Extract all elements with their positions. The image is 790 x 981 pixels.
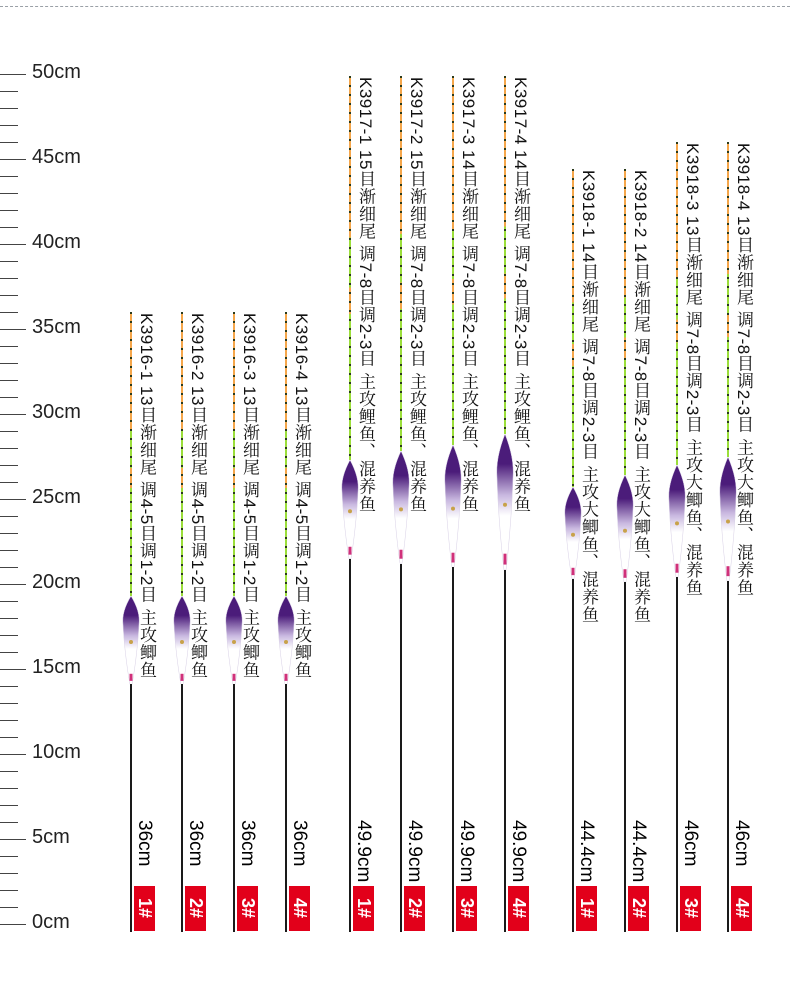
float-stem	[349, 559, 351, 933]
float-tip	[285, 312, 287, 596]
float-spec: 13目渐细尾 调4-5目调1-2目 主攻鲫鱼	[240, 386, 259, 679]
float-length: 49.9cm	[353, 820, 374, 883]
float-stem	[181, 684, 183, 932]
float-stem	[504, 570, 506, 932]
float-length: 44.4cm	[576, 820, 597, 883]
float-stem	[727, 581, 729, 932]
ruler-label: 35cm	[32, 316, 81, 338]
float-length: 49.9cm	[508, 820, 529, 883]
float-spec: 14目渐细尾 调7-8目调2-3目 主攻大鲫鱼、混养鱼	[631, 243, 650, 624]
float-code: K3918-3	[683, 143, 702, 211]
ruler-label: 50cm	[32, 61, 81, 83]
float-size-badge: 2#	[628, 886, 649, 931]
float-code: K3918-4	[734, 143, 753, 211]
float-code: K3918-1	[579, 170, 598, 238]
float-length: 46cm	[680, 820, 701, 867]
float-size-badge: 3#	[237, 886, 258, 931]
float-spec-label	[406, 77, 426, 513]
float-spec-label	[136, 313, 156, 679]
float-code: K3916-2	[188, 313, 207, 381]
float-spec-label	[187, 313, 207, 679]
float-code: K3917-4	[511, 76, 530, 145]
ruler-label: 30cm	[32, 401, 81, 423]
float-length: 36cm	[134, 820, 155, 867]
float-stem	[400, 564, 402, 932]
float-tip	[624, 169, 626, 475]
float-tip	[452, 76, 454, 445]
float-spec: 15目渐细尾 调7-8目调2-3目 主攻鲤鱼、混养鱼	[356, 149, 375, 513]
float-size-badge: 4#	[289, 886, 310, 931]
float-tip	[572, 169, 574, 487]
float-spec: 13目渐细尾 调7-8目调2-3目 主攻大鲫鱼、混养鱼	[683, 216, 702, 597]
float-spec-label	[458, 77, 478, 513]
float-code: K3918-2	[631, 170, 650, 238]
float-length: 36cm	[237, 820, 258, 867]
float-stem	[452, 567, 454, 932]
ruler-label: 25cm	[32, 486, 81, 508]
float-length: 36cm	[289, 820, 310, 867]
float-spec: 13目渐细尾 调4-5目调1-2目 主攻鲫鱼	[137, 386, 156, 679]
float-tip	[676, 142, 678, 465]
float-tip	[181, 312, 183, 596]
float-spec: 13目渐细尾 调4-5目调1-2目 主攻鲫鱼	[188, 386, 207, 679]
float-stem	[572, 579, 574, 932]
float-spec-label	[239, 313, 259, 679]
float-spec: 14目渐细尾 调7-8目调2-3目 主攻大鲫鱼、混养鱼	[579, 243, 598, 624]
ruler-label: 10cm	[32, 741, 81, 763]
float-code: K3916-4	[292, 313, 311, 381]
float-size-badge: 1#	[134, 886, 155, 931]
float-spec-label	[291, 313, 311, 679]
float-tip	[400, 76, 402, 452]
float-size-badge: 4#	[508, 886, 529, 931]
float-length: 49.9cm	[456, 820, 477, 883]
float-length: 44.4cm	[628, 820, 649, 883]
float-spec: 14目渐细尾 调7-8目调2-3目 主攻鲤鱼、混养鱼	[459, 149, 478, 513]
float-size-badge: 3#	[680, 886, 701, 931]
float-spec: 15目渐细尾 调7-8目调2-3目 主攻鲤鱼、混养鱼	[407, 149, 426, 513]
float-size-badge: 1#	[576, 886, 597, 931]
float-tip	[504, 76, 506, 435]
float-stem	[233, 684, 235, 932]
float-stem	[676, 577, 678, 932]
float-size-badge: 2#	[404, 886, 425, 931]
ruler-label: 20cm	[32, 571, 81, 593]
float-tip	[130, 312, 132, 596]
float-spec: 13目渐细尾 调7-8目调2-3目 主攻大鲫鱼、混养鱼	[734, 216, 753, 597]
float-size-badge: 3#	[456, 886, 477, 931]
float-length: 46cm	[731, 820, 752, 867]
float-spec: 14目渐细尾 调7-8目调2-3目 主攻鲤鱼、混养鱼	[511, 149, 530, 513]
float-length: 49.9cm	[404, 820, 425, 883]
ruler-label: 40cm	[32, 231, 81, 253]
float-spec-label	[630, 170, 650, 623]
float-spec-label	[355, 77, 375, 513]
float-code: K3916-1	[137, 313, 156, 381]
float-size-badge: 1#	[353, 886, 374, 931]
float-stem	[624, 582, 626, 932]
float-spec-label	[510, 77, 530, 513]
ruler-label: 15cm	[32, 656, 81, 678]
float-spec-label	[578, 170, 598, 623]
ruler-label: 0cm	[32, 911, 70, 933]
float-tip	[349, 76, 351, 460]
float-tip	[233, 312, 235, 596]
float-spec: 13目渐细尾 调4-5目调1-2目 主攻鲫鱼	[292, 386, 311, 679]
float-code: K3916-3	[240, 313, 259, 381]
float-stem	[285, 684, 287, 932]
float-code: K3917-2	[407, 76, 426, 145]
float-code: K3917-1	[356, 76, 375, 145]
float-tip	[727, 142, 729, 457]
float-length: 36cm	[185, 820, 206, 867]
float-stem	[130, 684, 132, 932]
float-spec-label	[733, 143, 753, 596]
float-spec-label	[682, 143, 702, 596]
ruler-label: 5cm	[32, 826, 70, 848]
float-size-badge: 4#	[731, 886, 752, 931]
float-code: K3917-3	[459, 76, 478, 145]
float-size-badge: 2#	[185, 886, 206, 931]
ruler-label: 45cm	[32, 146, 81, 168]
